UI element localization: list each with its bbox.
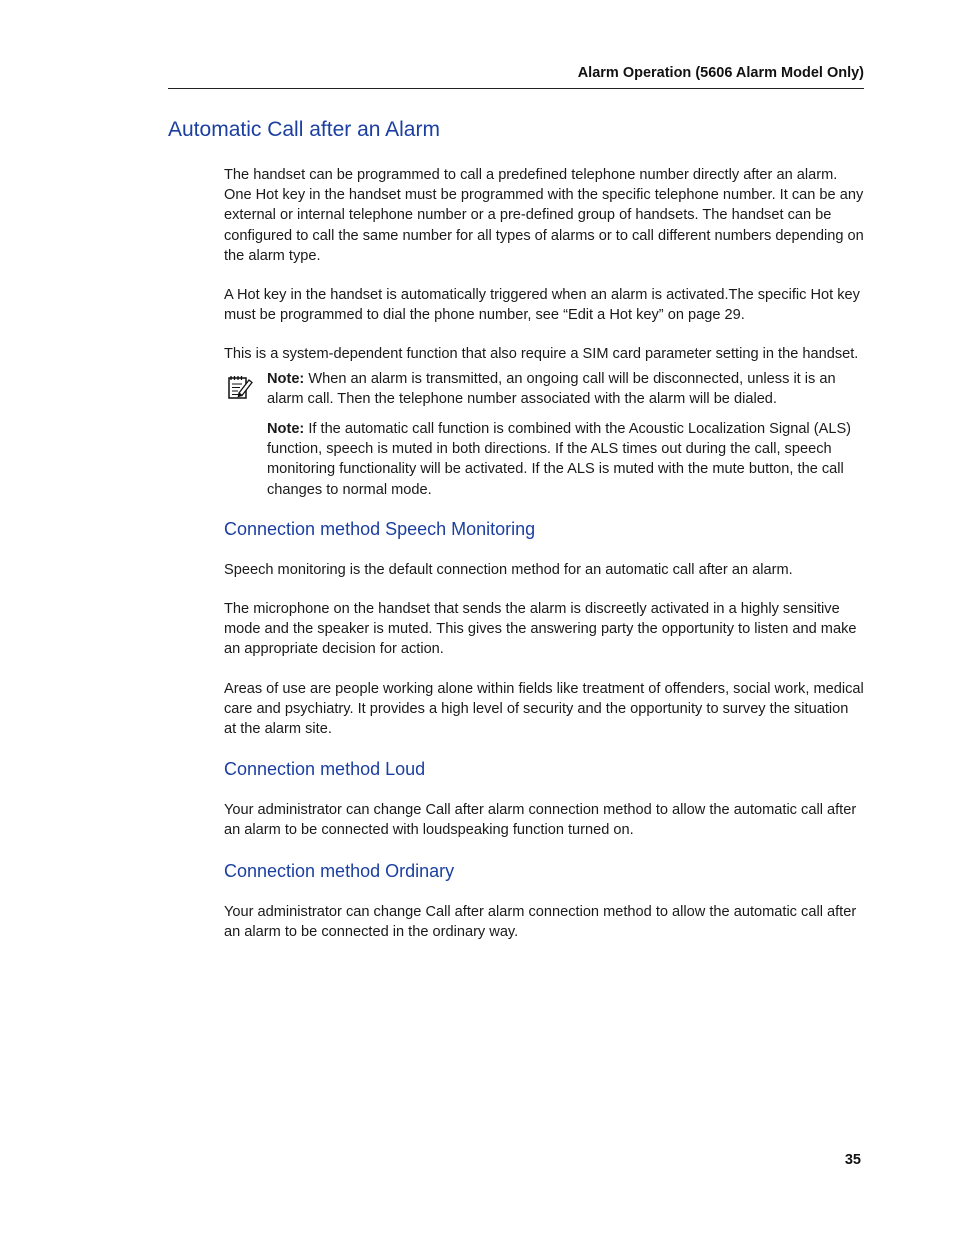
- body-paragraph: Speech monitoring is the default connection method for an automatic call after an alarm.: [224, 561, 793, 578]
- body-paragraph: This is a system-dependent function that also require a SIM card parameter setting in the handset.: [224, 346, 859, 363]
- section-title: Automatic Call after an Alarm: [168, 118, 440, 141]
- note-paragraph: [267, 369, 864, 409]
- note-label: Note:: [267, 421, 305, 438]
- note-label: Note:: [267, 370, 305, 387]
- subsection-title-ordinary: Connection method Ordinary: [224, 860, 455, 881]
- body-paragraph: The handset can be programmed to call a predefined telephone number directly after an alarm. One Hot key in the handset must be programmed with the specific telephone number. It can be any external or internal telephone number or a pre-defined group of handsets. The handset can be configured to call the same number for all types of alarms or to call different numbers depending on the alarm type.: [224, 167, 864, 264]
- note-pencil-icon: [227, 374, 253, 400]
- page-number: 35: [844, 1152, 861, 1168]
- header-divider: [168, 88, 864, 89]
- note-paragraph: [267, 419, 864, 500]
- note-text: When an alarm is transmitted, an ongoing call will be disconnected, unless it is an alarm call. Then the telephone number associated with the alarm will be dialed.: [267, 370, 836, 407]
- note-block: [224, 369, 864, 500]
- body-paragraph: The microphone on the handset that sends the alarm is discreetly activated in a highly sensitive mode and the speaker is muted. This gives the answering party the opportunity to listen and make an appropriate decision for action.: [224, 601, 857, 658]
- body-paragraph: Your administrator can change Call after alarm connection method to allow the automatic call after an alarm to be connected in the ordinary way.: [224, 903, 857, 940]
- running-header: Alarm Operation (5606 Alarm Model Only): [577, 65, 864, 81]
- subsection-title-speech-monitoring: Connection method Speech Monitoring: [224, 518, 536, 539]
- body-paragraph: Your administrator can change Call after alarm connection method to allow the automatic call after an alarm to be connected with loudspeaking function turned on.: [224, 802, 857, 839]
- body-paragraph: Areas of use are people working alone within fields like treatment of offenders, social work, medical care and psychiatry. It provides a high level of security and the opportunity to survey the situation at the alarm site.: [224, 680, 864, 738]
- note-text: If the automatic call function is combined with the Acoustic Localization Signal (ALS) function, speech is muted in both directions. If the ALS times out during the call, speech monitoring functionality will be activated. If the ALS is muted with the mute button, the call changes to normal mode.: [267, 421, 852, 498]
- main-content: [224, 165, 864, 961]
- body-paragraph: A Hot key in the handset is automatically triggered when an alarm is activated.The specific Hot key must be programmed to dial the phone number, see “Edit a Hot key” on page 29.: [224, 287, 860, 324]
- subsection-title-loud: Connection method Loud: [224, 759, 426, 780]
